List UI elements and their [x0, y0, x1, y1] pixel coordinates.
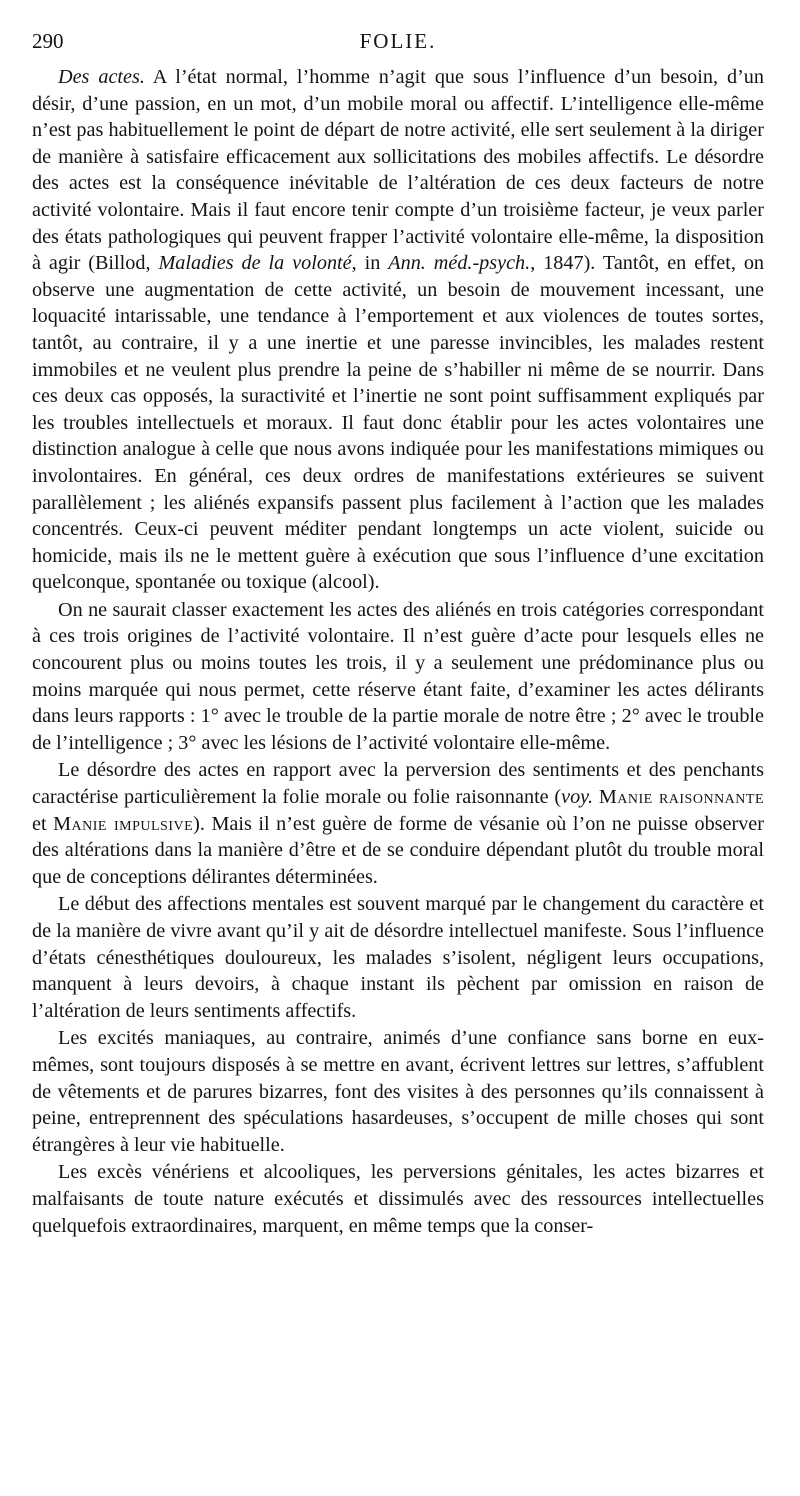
text-run: Le début des affections mentales est souvent marqué par le changement du caractère et de la manière de vivre avant qu’il y ait de désordre intellectuel manifeste. Sous l’influence d’états cénesthétiques douloureux, les malades s’isolent, négligent leurs occupations, manquent à leurs devoirs, à chaque instant ils pèchent par omission en raison de l’altération de leurs sentiments affectifs. — [32, 893, 764, 1022]
paragraph — [32, 891, 764, 1024]
small-caps-text-run: Manie raisonnante — [598, 786, 764, 809]
running-title: FOLIE. — [359, 29, 437, 53]
paragraph — [32, 597, 764, 757]
text-run: et — [32, 812, 54, 835]
text-run: , 1847). Tantôt, en effet, on observe une augmentation de cette activité, un besoin de mouvement incessant, une loquacité intarissable, une tendance à l’emportement et aux violences de toutes sortes, tantôt, au contraire, il y a une inertie et une paresse invincibles, les malades restent immobiles et ne veulent plus prendre la peine de s’habiller ni même de se nourrir. Dans ces deux cas opposés, la suractivité et l’inertie ne sont point suffisamment expliqués par les troubles intellectuels et moraux. Il faut donc établir pour les actes volontaires une distinction analogue à celle que nous avons indiquée pour les manifestations mimiques ou involontaires. En général, ces deux ordres de manifestations extérieures se suivent parallèlement ; les aliénés expansifs passent plus facilement à l’action que les malades concentrés. Ceux-ci peuvent méditer pendant longtemps un acte violent, suicide ou homicide, mais ils ne le mettent guère à exécution que sous l’influence d’une excitation quelconque, spontanée ou toxique (alcool). — [32, 252, 765, 594]
paragraph — [32, 1025, 764, 1158]
small-caps-text-run: Manie impulsive — [53, 812, 194, 835]
text-run: Les excités maniaques, au contraire, animés d’une confiance sans borne en eux-mêmes, sont toujours disposés à se mettre en avant, écrivent lettres sur lettres, s’affublent de vêtements et de parures bizarres, font des visites à des personnes qu’ils connaissent à peine, entreprennent des spéculations hasardeuses, s’occupent de mille choses qui sont étrangères à leur vie habituelle. — [32, 1027, 764, 1156]
text-run: , in — [351, 252, 389, 275]
italic-text-run: Ann. méd.-psych. — [388, 252, 531, 275]
paragraph — [32, 757, 764, 890]
text-run: A l’état normal, l’homme n’agit que sous l’influence d’un besoin, d’un désir, d’une passion, en un mot, d’un mobile moral ou affectif. L’intelligence elle-même n’est pas habituellement le point de départ de notre activité, elle sert seulement à la diriger de manière à satisfaire efficacement aux sollicitations des mobiles affectifs. Le désordre des actes est la conséquence inévitable de l’altération de ces deux facteurs de notre activité volontaire. Mais il faut encore tenir compte d’un troisième facteur, je veux parler des états pathologiques qui peuvent frapper l’activité volontaire elle-même, la disposition à agir (Billod, — [32, 66, 764, 275]
text-run: On ne saurait classer exactement les actes des aliénés en trois catégories correspondant à ces trois origines de l’activité volontaire. Il n’est guère d’acte pour lesquels elles ne concourent plus ou moins toutes les trois, il y a seulement une prédominance plus ou moins marquée qui nous permet, cette réserve étant faite, d’examiner les actes délirants dans leurs rapports : 1° avec le trouble de la partie morale de notre être ; 2° avec le trouble de l’intelligence ; 3° avec les lésions de l’activité volontaire elle-même. — [32, 598, 764, 754]
running-head — [32, 26, 764, 56]
italic-text-run: voy. — [561, 786, 594, 809]
book-page — [32, 26, 764, 1240]
text-run: Le désordre des actes en rapport avec la perversion des sentiments et des penchants caractérise particulièrement la folie morale ou folie raisonnante ( — [32, 759, 764, 809]
text-run: ). Mais il n’est guère de forme de vésanie où l’on ne puisse observer des altérations dans la manière d’être et de se conduire dépendant plutôt du trouble moral que de conceptions délirantes déterminées. — [32, 812, 764, 888]
body-text — [32, 64, 764, 1239]
italic-text-run: Des actes. — [58, 66, 145, 88]
text-run: Les excès vénériens et alcooliques, les perversions génitales, les actes bizarres et malfaisants de toute nature exécutés et dissimulés avec des ressources intellectuelles quelquefois extraordinaires, marquent, en même temps que la conser- — [32, 1161, 764, 1237]
paragraph — [32, 64, 764, 596]
italic-text-run: Maladies de la volonté — [158, 252, 352, 275]
page-number: 290 — [32, 29, 64, 53]
paragraph — [32, 1159, 764, 1239]
